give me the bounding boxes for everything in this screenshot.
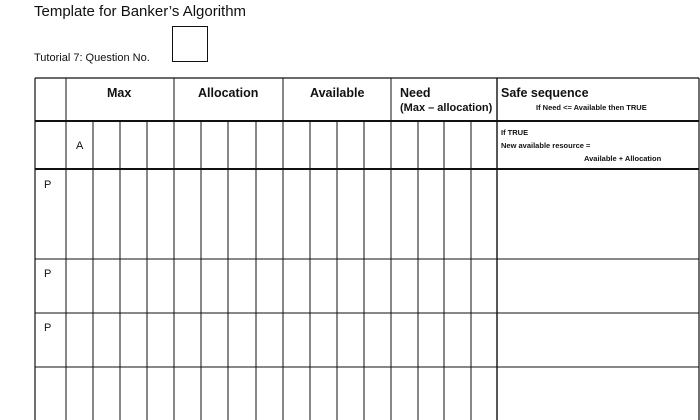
document-title: Template for Banker’s Algorithm [34, 3, 247, 20]
safe-note-formula: Available + Allocation [584, 154, 662, 163]
resource-label-a: A [76, 140, 84, 152]
sub-column-dividers [93, 121, 471, 420]
safe-note-if-true: If TRUE [501, 128, 529, 137]
process-label-2: P [44, 268, 52, 280]
question-number-label: Tutorial 7: Question No. [34, 52, 150, 64]
header-need: Need [400, 86, 431, 100]
header-available: Available [310, 86, 365, 100]
header-max: Max [107, 86, 132, 100]
header-need-formula: (Max – allocation) [400, 102, 493, 114]
process-label-3: P [44, 322, 52, 334]
header-allocation: Allocation [198, 86, 259, 100]
header-safe-condition: If Need <= Available then TRUE [536, 103, 647, 112]
process-label-1: P [44, 179, 52, 191]
safe-note-new-available: New available resource = [501, 141, 591, 150]
header-safe-sequence: Safe sequence [501, 86, 589, 100]
